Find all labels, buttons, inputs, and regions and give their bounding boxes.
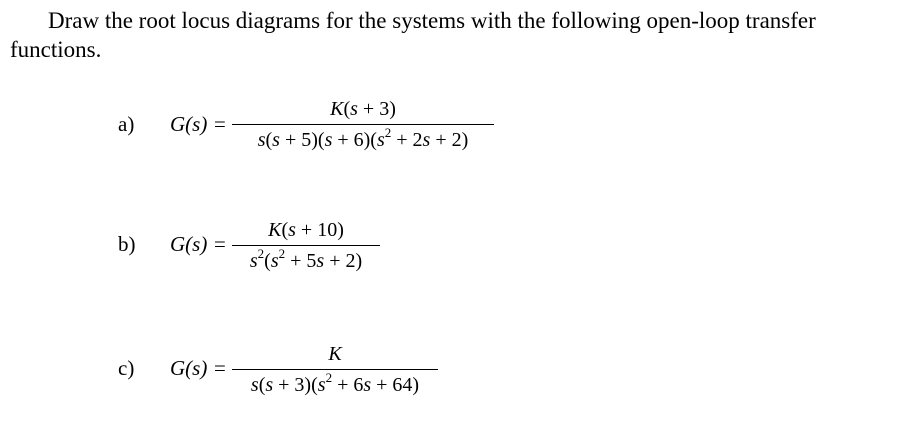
fraction-bar <box>232 245 380 246</box>
denominator: $s(s + 5)(s + 6)(s^2 + 2s + 2)$ <box>257 125 469 151</box>
problem-label: a) <box>118 112 135 136</box>
transfer-function-lhs: G(s) = <box>170 356 227 380</box>
numerator: K <box>328 343 342 365</box>
transfer-function-lhs: G(s) = <box>170 112 227 136</box>
numerator: K(s + 3) <box>330 98 396 120</box>
transfer-function-fraction <box>232 342 438 397</box>
fraction-bar <box>232 124 494 125</box>
numerator: K(s + 10) <box>268 219 344 241</box>
transfer-function-fraction <box>232 218 380 273</box>
problem-label: c) <box>118 356 135 380</box>
fraction-bar <box>232 369 438 370</box>
problem-label: b) <box>118 232 136 256</box>
transfer-function-fraction <box>232 97 494 152</box>
denominator: $s^2(s^2 + 5s + 2)$ <box>249 246 363 272</box>
problem-statement: Draw the root locus diagrams for the systems with the following open-loop transfer functions. <box>10 8 816 62</box>
transfer-function-lhs: G(s) = <box>170 232 227 256</box>
denominator: $s(s + 3)(s^2 + 6s + 64)$ <box>250 370 420 396</box>
